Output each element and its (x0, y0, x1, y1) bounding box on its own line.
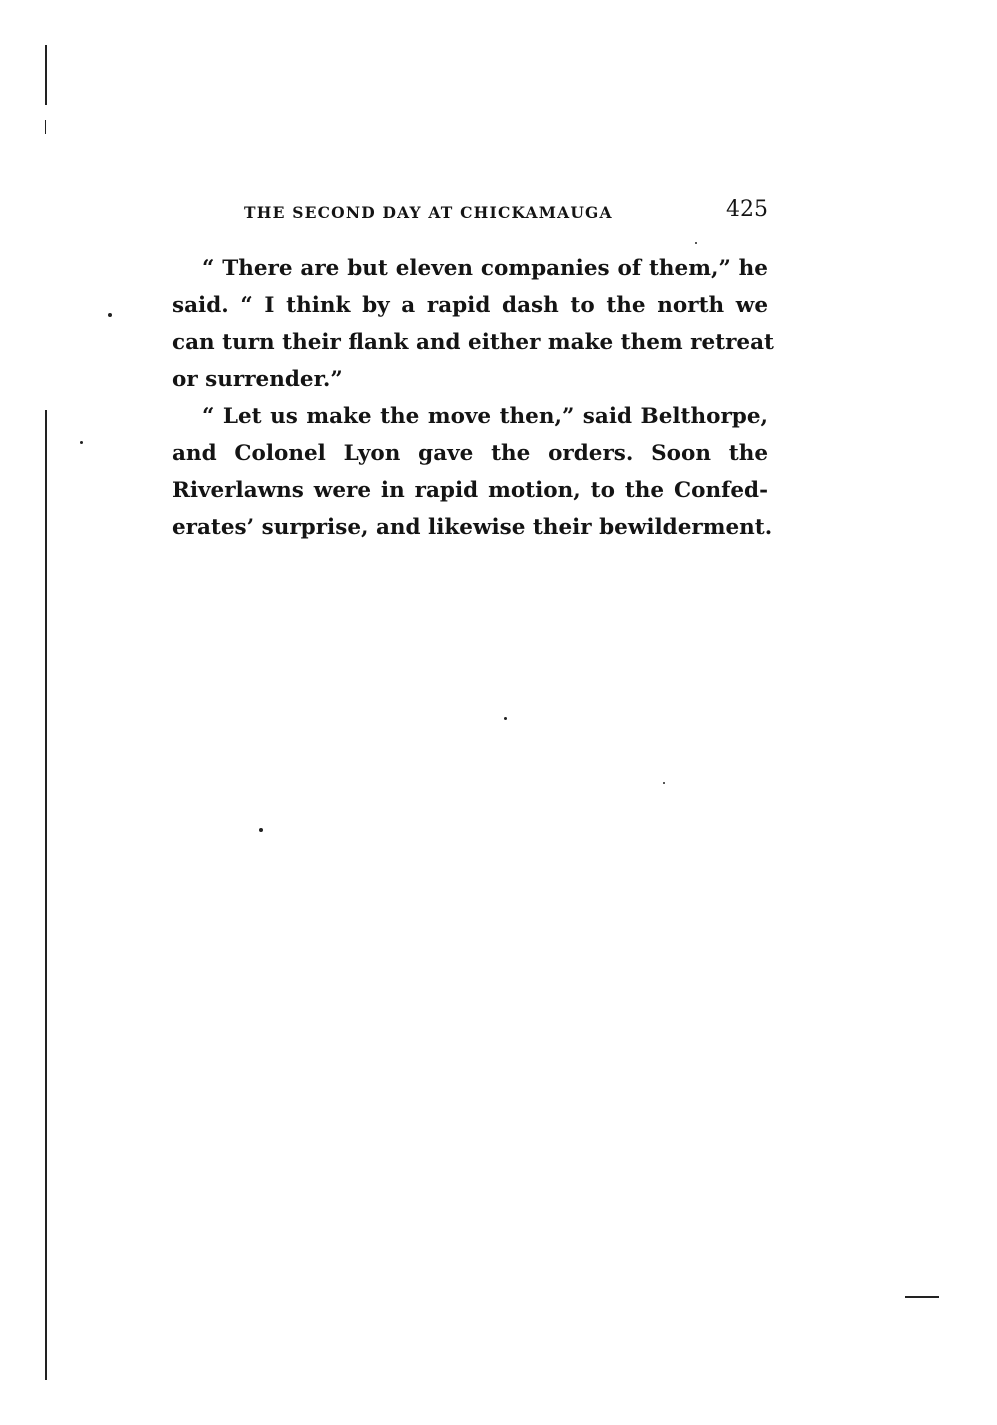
body-text (172, 250, 774, 546)
text-line: erates’ surprise, and likewise their bewilderment. (172, 515, 773, 540)
text-line: and Colonel Lyon gave the orders. Soon the (172, 441, 768, 466)
text-line: said. “ I think by a rapid dash to the north we (172, 293, 768, 318)
scan-speck (504, 717, 507, 720)
text-line: “ There are but eleven companies of them,” he (202, 256, 768, 281)
text-line: or surrender.” (172, 367, 343, 392)
text-line: can turn their flank and either make them retreat (172, 330, 774, 355)
paragraph (172, 250, 774, 398)
scan-speck (259, 828, 263, 832)
paragraph (172, 398, 773, 546)
scan-edge-mark (45, 120, 46, 134)
scan-speck (80, 441, 83, 444)
running-head (172, 197, 768, 227)
page-number: 425 (726, 197, 768, 222)
scan-speck (663, 782, 665, 784)
scan-speck (108, 313, 112, 317)
scan-speck (695, 242, 697, 244)
scan-edge-line (45, 410, 47, 1380)
running-head-title: THE SECOND DAY AT CHICKAMAUGA (244, 203, 613, 222)
scan-edge-mark (45, 45, 47, 105)
scan-dash-mark (905, 1296, 939, 1298)
text-line: “ Let us make the move then,” said Belthorpe, (202, 404, 768, 429)
text-line: Riverlawns were in rapid motion, to the Confed- (172, 478, 768, 503)
